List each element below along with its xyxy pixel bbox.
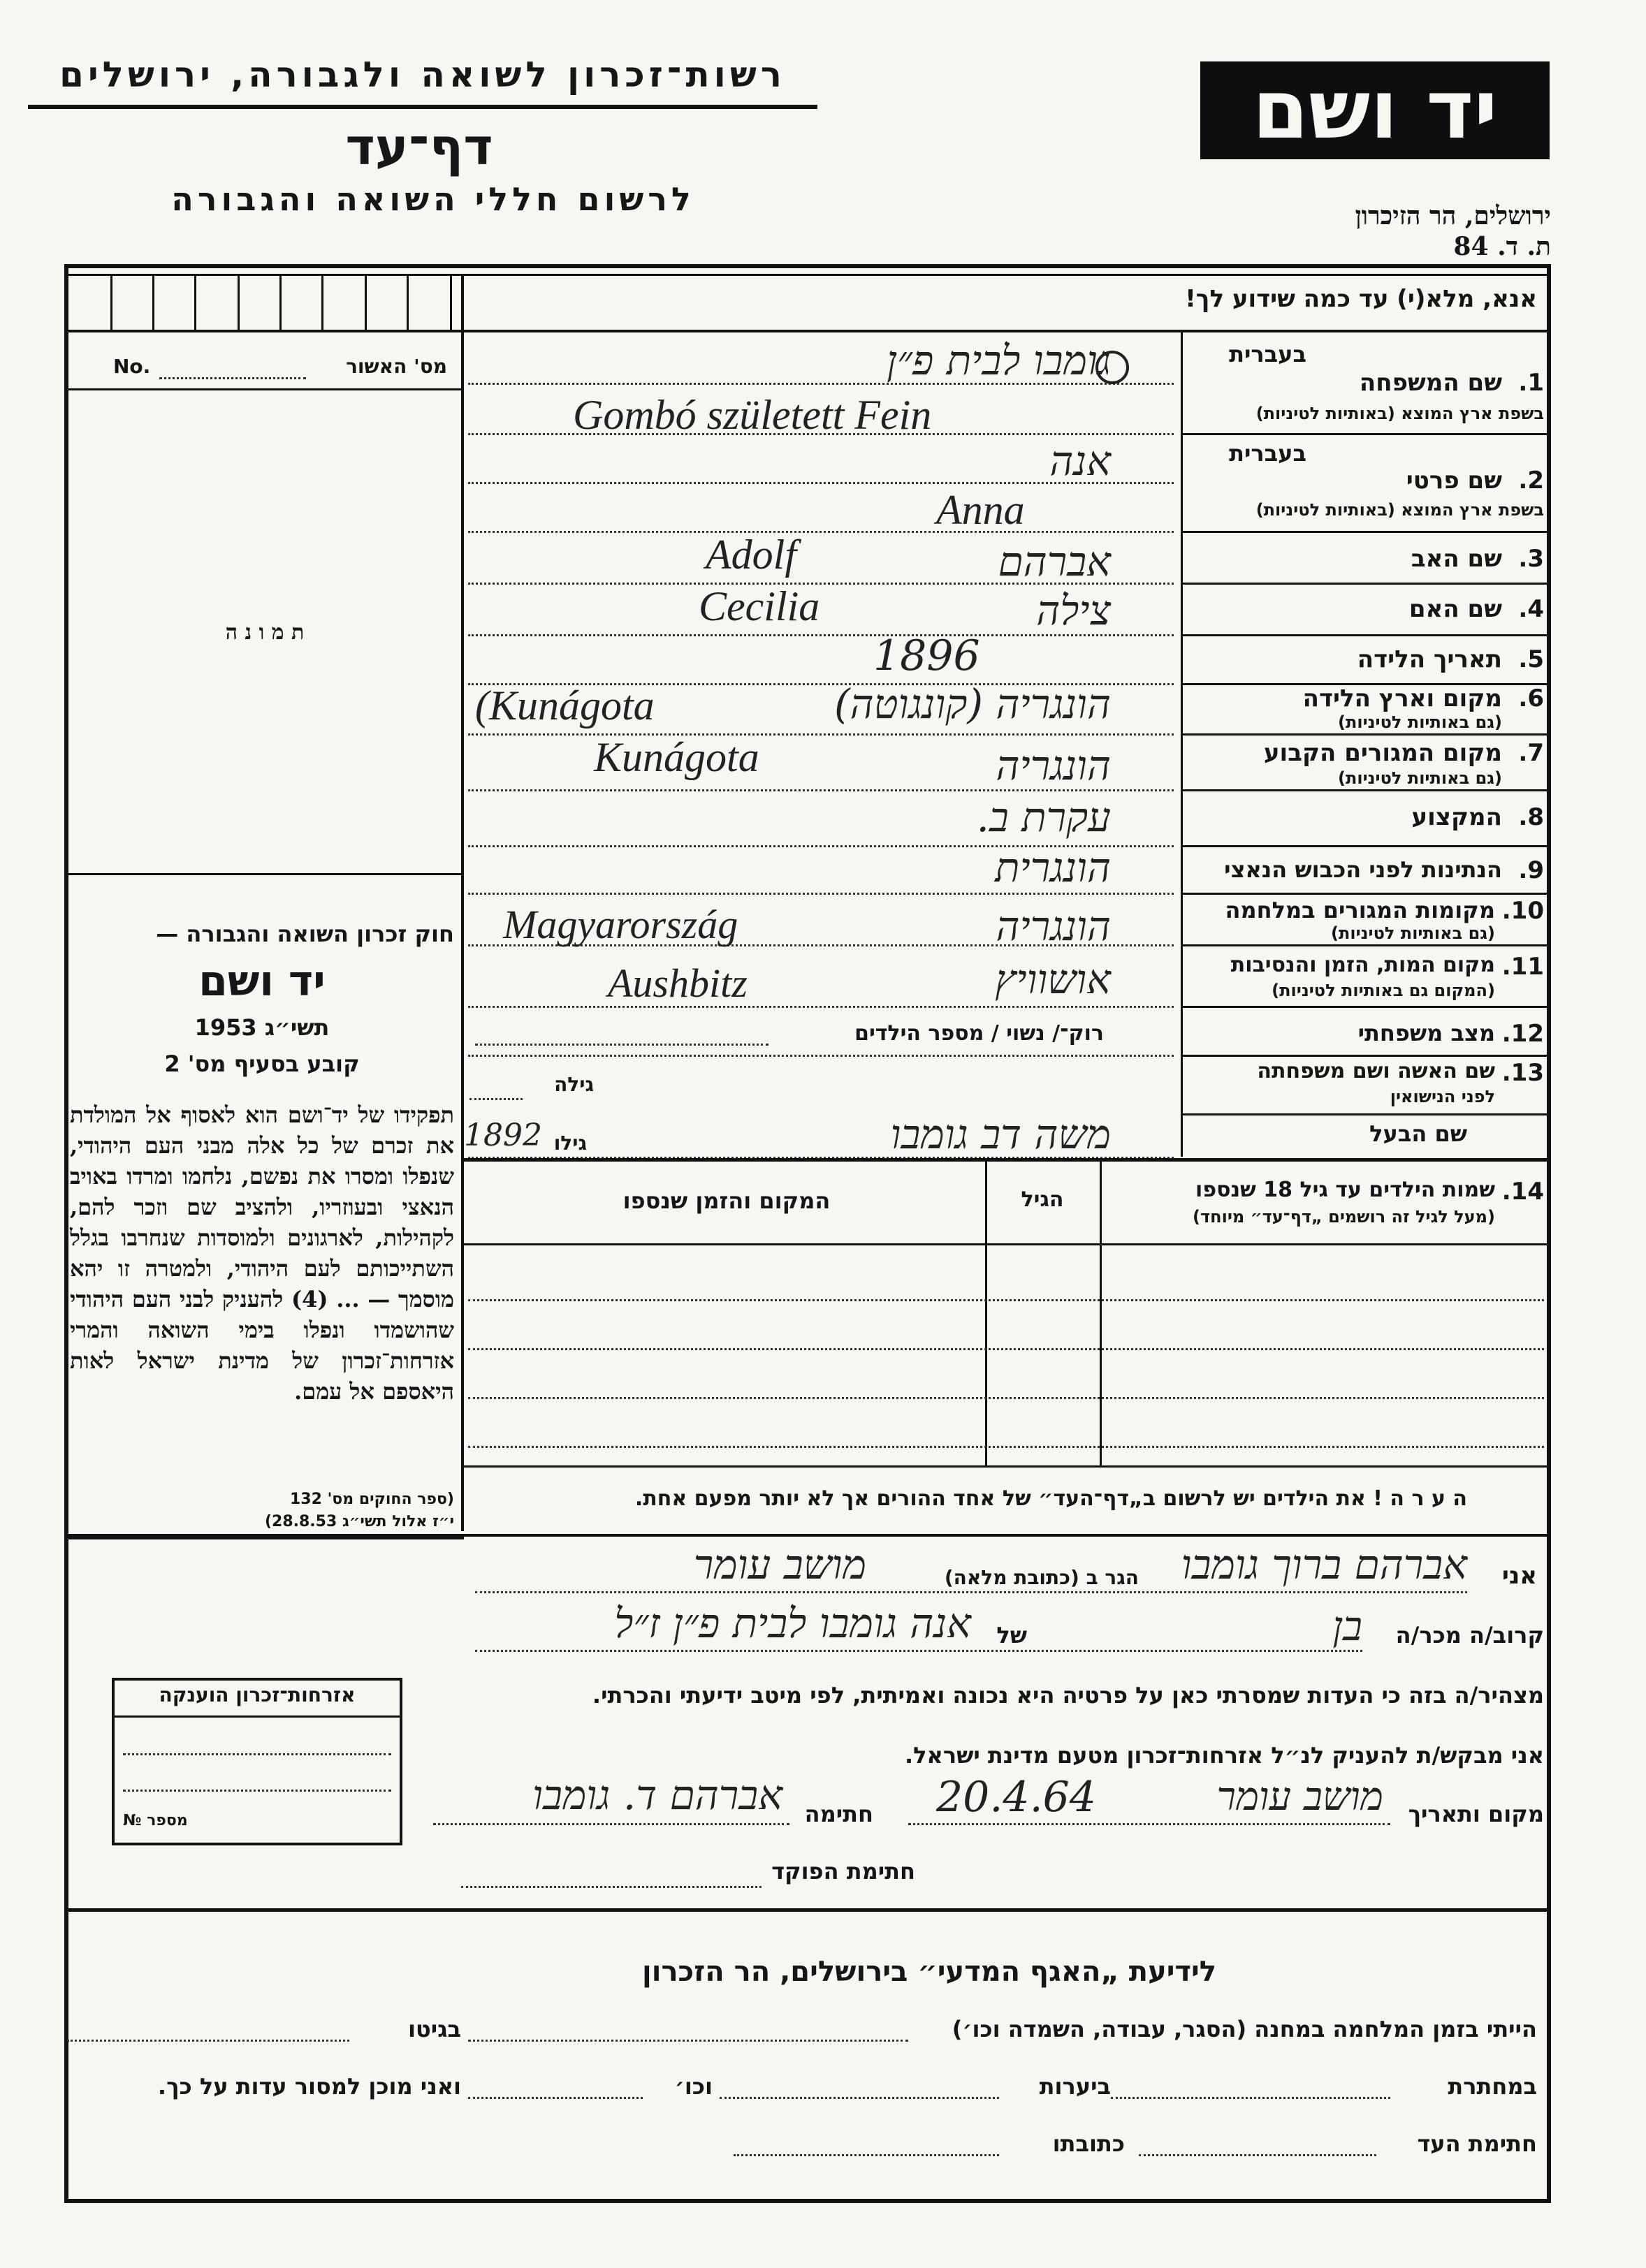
children-num: 14. [1501, 1178, 1544, 1206]
children-col-divider-1 [1100, 1158, 1102, 1465]
photo-rule [67, 873, 463, 875]
field-3-label: שם האב [1411, 545, 1502, 573]
children-table-top [461, 1158, 1551, 1162]
field-8-label: המקצוע [1411, 803, 1502, 831]
place-value[interactable]: מושב עומר [1216, 1774, 1383, 1820]
husband-age-label: גילו [553, 1132, 587, 1155]
field-8-num: 8. [1518, 803, 1544, 831]
row-rule-4 [1181, 634, 1551, 636]
footer-forests-label: ביערות [1039, 2073, 1111, 2100]
scientific-dept-title: לידיעת „האגף המדעי״ בירושלים, הר הזכרון [642, 1956, 1216, 1988]
children-header-rule [464, 1243, 1551, 1245]
witness-address-label: כתובתו [1052, 2130, 1125, 2157]
row-rule-6 [1181, 733, 1551, 736]
field-2-label: שם פרטי [1406, 467, 1502, 495]
box-grid-v2 [152, 274, 154, 330]
field-6-label: מקום וארץ הלידה [1302, 685, 1502, 712]
box-grid-v5 [279, 274, 282, 330]
value-line-7 [468, 789, 1174, 791]
box-grid-v3 [194, 274, 196, 330]
signature-label: חתימה [804, 1801, 873, 1827]
row-rule-9 [1181, 893, 1551, 895]
mother-name-latin[interactable]: Cecilia [699, 583, 820, 629]
children-table-bottom [461, 1465, 1551, 1468]
left-panel-bottom [64, 1537, 464, 1539]
marital-status-options[interactable]: רוק־/ נשוי / מספר הילדים [854, 1021, 1104, 1046]
residence-latin[interactable]: Kunágota [594, 734, 759, 780]
child-row-2[interactable] [468, 1348, 1544, 1350]
row-rule-11 [1181, 1006, 1551, 1008]
field-10-label: מקומות המגורים במלחמה [1225, 897, 1495, 923]
footer-underground-label: במחתרת [1448, 2073, 1537, 2100]
field-11-label: מקום המות, הזמן והנסיבות [1230, 953, 1495, 977]
box-grid-v6 [321, 274, 323, 330]
child-row-3[interactable] [468, 1397, 1544, 1399]
child-row-1[interactable] [468, 1299, 1544, 1301]
cert-no-label: מספר № [123, 1812, 188, 1829]
first-name-hebrew[interactable]: אנה [1049, 437, 1111, 485]
relation-label: קרוב/ה מכר/ה [1395, 1622, 1544, 1648]
field-6-num: 6. [1518, 685, 1544, 712]
field-1-tag: בעברית [1229, 341, 1306, 367]
address-line-2: ת. ד. 84 [1453, 232, 1551, 261]
law-section: קובע בסעיף מס' 2 [164, 1051, 360, 1077]
box-grid-v4 [238, 274, 240, 330]
wartime-residence-hebrew[interactable]: הונגריה [996, 902, 1111, 950]
field-9-num: 9. [1518, 856, 1544, 884]
residence-hebrew[interactable]: הונגריה [996, 742, 1111, 789]
address-label: הגר ב (כתובת מלאה) [944, 1566, 1139, 1589]
row-rule-13 [1181, 1113, 1551, 1115]
place-date-label: מקום ותאריך [1408, 1801, 1544, 1827]
reg-no-field[interactable] [159, 377, 306, 379]
mother-name-hebrew[interactable]: צילה [1036, 587, 1111, 634]
footer-camp-label: הייתי בזמן המלחמה במחנה (הסגר, עבודה, השמדה וכו׳) [952, 2016, 1537, 2042]
place-date-line [908, 1823, 1390, 1825]
forests-field[interactable] [720, 2097, 999, 2099]
signature-line [433, 1823, 789, 1825]
etc-field[interactable] [468, 2097, 643, 2099]
field-13-label: שם האשה ושם משפחתה [1257, 1059, 1495, 1083]
note-rule [64, 1534, 1551, 1537]
law-name: יד ושם [198, 957, 326, 1006]
death-place-hebrew[interactable]: אושוויץ [995, 956, 1111, 1003]
reg-no-rule [67, 388, 463, 390]
law-ref-1: (ספר החוקים מס' 132 [289, 1491, 454, 1508]
declaration-bottom-rule [64, 1908, 1551, 1912]
reg-no-label: מס' האשור [346, 355, 447, 378]
row-rule-8 [1181, 845, 1551, 847]
cert-title-rule [112, 1715, 402, 1718]
underground-field[interactable] [1111, 2097, 1390, 2099]
witness-signature-field[interactable] [1139, 2154, 1376, 2156]
row-rule-1 [1181, 433, 1551, 435]
birthplace-hebrew[interactable]: הונגריה (קונגוטה) [834, 680, 1111, 728]
field-10-sub: (גם באותיות לטיניות) [1331, 923, 1495, 943]
cert-line-1[interactable] [123, 1753, 391, 1755]
victim-name-value[interactable]: אנה גומבו לבית פ״ן ז״ל [614, 1600, 971, 1647]
husband-age-value[interactable]: 1892 [464, 1118, 542, 1153]
date-value[interactable]: 20.4.64 [936, 1773, 1097, 1822]
photo-area[interactable] [70, 395, 458, 870]
husband-label: שם הבעל [1369, 1120, 1467, 1147]
box-grid-v7 [365, 274, 367, 330]
camp-field[interactable] [468, 2040, 908, 2042]
children-count-field[interactable] [475, 1044, 769, 1046]
field-2-sub: בשפת ארץ המוצא (באותיות לטיניות) [1255, 500, 1544, 520]
field-12-num: 12. [1501, 1020, 1544, 1048]
header-rule [28, 105, 817, 109]
officer-signature-label: חתימת הפוקד [771, 1858, 915, 1885]
witness-address-field[interactable] [734, 2154, 999, 2156]
footer-testimony-text: ואני מוכן למסור עדות על כך. [157, 2073, 461, 2100]
family-name-hebrew[interactable]: גומבו לבית פ״ן [887, 337, 1111, 384]
officer-signature-field[interactable] [461, 1886, 762, 1888]
field-7-sub: (גם באותיות לטיניות) [1338, 768, 1502, 788]
address-value[interactable]: מושב עומר [693, 1541, 866, 1588]
husband-name-value[interactable]: משה דב גומבו [890, 1111, 1111, 1158]
form-title: דף־עד [345, 117, 493, 176]
birthplace-latin[interactable]: (Kunágota [475, 682, 655, 729]
reg-no-prefix: No. [113, 355, 151, 378]
declarant-line [475, 1591, 1467, 1593]
authority-title: רשות־זכרון לשואה ולגבורה, ירושלים [59, 54, 786, 95]
wartime-residence-latin[interactable]: Magyarország [503, 902, 738, 947]
law-title: חוק זכרון השואה והגבורה — [156, 921, 454, 947]
witness-signature-label: חתימת העד [1417, 2130, 1537, 2157]
field-7-num: 7. [1518, 739, 1544, 767]
field-4-num: 4. [1518, 595, 1544, 623]
field-11-sub: (המקום גם באותיות לטיניות) [1272, 981, 1495, 1000]
field-13-sub: לפני הנישואין [1390, 1087, 1495, 1106]
children-note: ה ע ר ה ! את הילדים יש לרשום ב„דף־העד״ של אחד ההורים אך לא יותר מפעם אחת. [634, 1486, 1467, 1511]
cert-line-2[interactable] [123, 1790, 391, 1792]
father-name-hebrew[interactable]: אברהם [998, 538, 1111, 585]
relation-line [475, 1650, 1362, 1652]
row-rule-12 [1181, 1055, 1551, 1057]
children-col-age: הגיל [1021, 1187, 1064, 1212]
field-13-num: 13. [1501, 1059, 1544, 1087]
signature-value[interactable]: אברהם ד. גומבו [532, 1771, 782, 1819]
row-rule-7 [1181, 789, 1551, 791]
field-2-num: 2. [1518, 467, 1544, 495]
value-line-12 [468, 1055, 1174, 1057]
field-9-label: הנתינות לפני הכבוש הנאצי [1224, 856, 1502, 883]
field-10-num: 10. [1501, 897, 1544, 925]
law-text: תפקידו של יד־ושם הוא לאסוף אל המולדת את זכרם של כל אלה מבני העם היהודי, שנפלו ומסרו את נפשם, נלחמו ומרדו באויב הנאצי ובעוזריו, ולהציב שם וזכר להם, לקהילות, לארגונים ולמוסדות שנחרבו בגלל השתייכותם לעם היהודי, ולמטרה זו יהא מוסמך — ... (4) להעניק לבני העם היהודי שהושמדו ונפלו בימי השואה והמרי אזרחות־זכרון של מדינת ישראל לאות היאספם אל עמם. [70, 1102, 455, 1405]
footer-etc-label: וכו׳ [674, 2073, 713, 2100]
declarant-name[interactable]: אברהם ברוך גומבו [1181, 1541, 1467, 1588]
death-place-latin[interactable]: Aushbitz [608, 960, 748, 1006]
value-line-9 [468, 893, 1174, 895]
law-year: תשי״ג 1953 [194, 1014, 330, 1041]
yad-vashem-logo [1200, 61, 1550, 159]
field-1-num: 1. [1518, 369, 1544, 397]
wife-age-label: גילה [554, 1073, 594, 1096]
circled-mark-icon [1095, 351, 1129, 384]
field-5-num: 5. [1518, 645, 1544, 673]
ghetto-field[interactable] [67, 2040, 349, 2042]
footer-ghetto-label: בגיטו [408, 2016, 461, 2042]
field-12-label: מצב משפחתי [1357, 1020, 1495, 1046]
address-line-1: ירושלים, הר הזיכרון [1355, 201, 1551, 231]
field-7-label: מקום המגורים הקבוע [1263, 739, 1502, 767]
children-col-place: המקום והזמן שנספו [622, 1187, 831, 1214]
form-subtitle: לרשום חללי השואה והגבורה [171, 180, 695, 218]
family-name-latin[interactable]: Gombó született Fein [573, 392, 932, 438]
declarant-label: אני [1501, 1562, 1537, 1590]
field-1-sub: בשפת ארץ המוצא (באותיות לטיניות) [1255, 404, 1544, 423]
box-grid-v1 [110, 274, 112, 330]
profession-value[interactable]: עקרת ב. [976, 793, 1111, 841]
frame-inner-top [64, 274, 1551, 276]
children-label: שמות הילדים עד גיל 18 שנספו [1195, 1178, 1495, 1202]
row-rule-3 [1181, 583, 1551, 585]
field-2-tag: בעברית [1229, 440, 1306, 467]
father-name-latin[interactable]: Adolf [706, 532, 796, 578]
box-grid-v9 [450, 274, 452, 330]
birth-date-value[interactable]: 1896 [873, 631, 980, 680]
box-grid-v8 [407, 274, 409, 330]
child-row-4[interactable] [468, 1446, 1544, 1448]
field-3-num: 3. [1518, 545, 1544, 573]
row-rule-10 [1181, 944, 1551, 946]
instruction-text: אנא, מלא(י) עד כמה שידוע לך! [1185, 285, 1537, 313]
logo-text: יד ושם [1252, 63, 1498, 157]
field-11-num: 11. [1501, 953, 1544, 981]
wife-age-field[interactable] [469, 1098, 523, 1100]
box-grid-bottom [64, 330, 1551, 332]
relation-value[interactable]: בן [1332, 1602, 1362, 1650]
field-5-label: תאריך הלידה [1357, 645, 1502, 673]
left-panel-divider [461, 274, 464, 1531]
of-label: של [996, 1622, 1027, 1648]
law-ref-2: י״ז אלול תשי״ג 28.8.53) [264, 1513, 454, 1530]
photo-label: ת מ ו נ ה [225, 620, 305, 645]
field-1-label: שם המשפחה [1359, 369, 1502, 397]
declaration-statement: מצהיר/ה בזה כי העדות שמסרתי כאן על פרטיה היא נכונה ואמיתית, לפי מיטב ידיעתי והכרתי. [592, 1682, 1544, 1709]
row-rule-2 [1181, 531, 1551, 533]
label-column-divider [1181, 330, 1183, 1157]
nationality-value[interactable]: הונגרית [995, 844, 1111, 891]
field-4-label: שם האם [1408, 595, 1502, 623]
cert-title: אזרחות־זכרון הוענקה [159, 1683, 356, 1706]
first-name-latin[interactable]: Anna [936, 487, 1025, 533]
field-6-sub: (גם באותיות לטיניות) [1338, 712, 1502, 732]
citizenship-request: אני מבקש/ת להעניק לנ״ל אזרחות־זכרון מטעם מדינת ישראל. [905, 1742, 1544, 1769]
children-sub: (מעל לגיל זה רושמים „דף־עד״ מיוחד) [1193, 1207, 1495, 1227]
